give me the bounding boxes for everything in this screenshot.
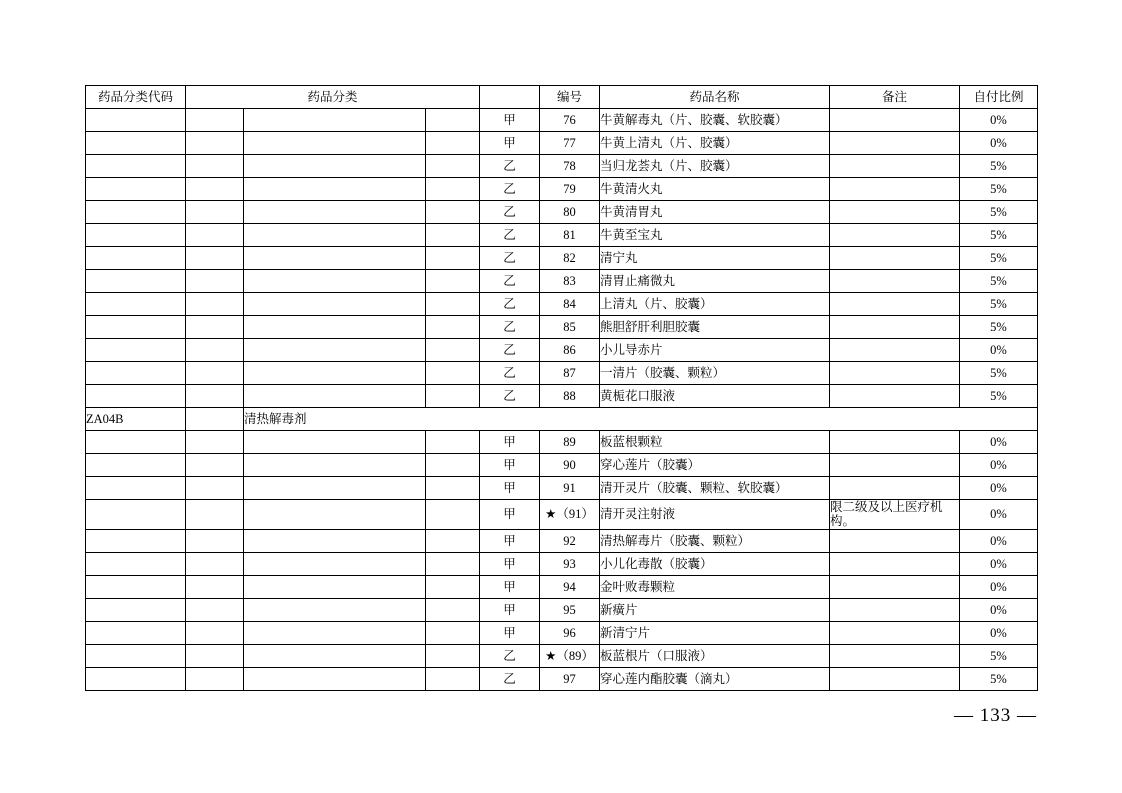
cell-subcol-2: [426, 575, 480, 598]
cell-drug-name: 上清丸（片、胶囊）: [600, 293, 830, 316]
cell-self-pay-ratio: 0%: [960, 500, 1038, 530]
cell-number: 86: [540, 339, 600, 362]
cell-remark: [830, 316, 960, 339]
cell-class-code: [86, 293, 186, 316]
table-row: [86, 431, 1038, 454]
table-row: [86, 644, 1038, 667]
cell-self-pay-ratio: 0%: [960, 431, 1038, 454]
cell-level: 乙: [480, 155, 540, 178]
cell-classification: [244, 178, 426, 201]
header-cell-classification: 药品分类: [186, 86, 480, 109]
cell-level: 乙: [480, 224, 540, 247]
cell-level: 甲: [480, 454, 540, 477]
cell-drug-name: 新清宁片: [600, 621, 830, 644]
cell-self-pay-ratio: 0%: [960, 529, 1038, 552]
cell-subcol-1: [186, 385, 244, 408]
cell-class-code: [86, 644, 186, 667]
cell-remark: [830, 621, 960, 644]
cell-class-code: [86, 224, 186, 247]
cell-subcol-1: [186, 621, 244, 644]
cell-self-pay-ratio: 5%: [960, 644, 1038, 667]
cell-remark: [830, 155, 960, 178]
cell-subcol-2: [426, 178, 480, 201]
cell-number: 87: [540, 362, 600, 385]
table-row: [86, 598, 1038, 621]
table-row: [86, 477, 1038, 500]
cell-remark: [830, 598, 960, 621]
cell-subcol-1: [186, 431, 244, 454]
cell-classification: [244, 316, 426, 339]
cell-self-pay-ratio: 0%: [960, 598, 1038, 621]
cell-number: 95: [540, 598, 600, 621]
cell-self-pay-ratio: 5%: [960, 316, 1038, 339]
cell-self-pay-ratio: 5%: [960, 155, 1038, 178]
cell-subcol-1: [186, 109, 244, 132]
cell-self-pay-ratio: 0%: [960, 575, 1038, 598]
cell-subcol-2: [426, 431, 480, 454]
cell-number: 83: [540, 270, 600, 293]
cell-subcol-2: [426, 293, 480, 316]
cell-classification: [244, 477, 426, 500]
cell-remark: [830, 575, 960, 598]
cell-self-pay-ratio: 5%: [960, 293, 1038, 316]
cell-classification: [244, 500, 426, 530]
cell-number: 93: [540, 552, 600, 575]
cell-subcol-2: [426, 529, 480, 552]
cell-class-code: [86, 500, 186, 530]
cell-remark: 限二级及以上医疗机构。: [830, 500, 960, 530]
table-row: [86, 454, 1038, 477]
cell-class-code: [86, 385, 186, 408]
cell-level: 甲: [480, 500, 540, 530]
cell-class-code: [86, 477, 186, 500]
table-row: [86, 270, 1038, 293]
cell-subcol-1: [186, 362, 244, 385]
cell-drug-name: 清胃止痛微丸: [600, 270, 830, 293]
cell-level: 乙: [480, 293, 540, 316]
drug-catalog-table: [85, 85, 1038, 691]
cell-subcol-1: [186, 224, 244, 247]
cell-classification: [244, 362, 426, 385]
cell-class-code: [86, 667, 186, 690]
cell-number: 85: [540, 316, 600, 339]
cell-level: 乙: [480, 178, 540, 201]
cell-subcol-2: [426, 454, 480, 477]
table-row: [86, 178, 1038, 201]
cell-subcol-2: [426, 500, 480, 530]
cell-classification: [244, 132, 426, 155]
cell-class-code: [86, 454, 186, 477]
cell-subcol-1: [186, 247, 244, 270]
cell-remark: [830, 132, 960, 155]
cell-subcol-2: [426, 339, 480, 362]
cell-level: 甲: [480, 529, 540, 552]
table-row: [86, 155, 1038, 178]
cell-classification: [244, 385, 426, 408]
cell-subcol-2: [426, 109, 480, 132]
cell-drug-name: 熊胆舒肝利胆胶囊: [600, 316, 830, 339]
cell-class-code: [86, 270, 186, 293]
cell-remark: [830, 454, 960, 477]
cell-number: 89: [540, 431, 600, 454]
cell-classification: [244, 667, 426, 690]
cell-remark: [830, 552, 960, 575]
cell-number: 81: [540, 224, 600, 247]
cell-number: 78: [540, 155, 600, 178]
cell-classification: [244, 552, 426, 575]
cell-number: 82: [540, 247, 600, 270]
cell-drug-name: 一清片（胶囊、颗粒）: [600, 362, 830, 385]
cell-class-code: [86, 339, 186, 362]
cell-subcol-1: [186, 598, 244, 621]
cell-classification: [244, 155, 426, 178]
cell-drug-name: 新癀片: [600, 598, 830, 621]
table-row: [86, 552, 1038, 575]
cell-number: 90: [540, 454, 600, 477]
cell-drug-name: 清开灵注射液: [600, 500, 830, 530]
cell-classification: [244, 109, 426, 132]
cell-remark: [830, 178, 960, 201]
cell-number: ★（91）: [540, 500, 600, 530]
cell-level: 乙: [480, 385, 540, 408]
cell-subcol-2: [426, 155, 480, 178]
header-row: [86, 86, 1038, 109]
cell-class-code: [86, 621, 186, 644]
cell-drug-name: 板蓝根颗粒: [600, 431, 830, 454]
cell-subcol-1: [186, 155, 244, 178]
table-row: [86, 385, 1038, 408]
cell-level: 乙: [480, 339, 540, 362]
cell-remark: [830, 293, 960, 316]
cell-number: 76: [540, 109, 600, 132]
cell-number: 94: [540, 575, 600, 598]
table-row: [86, 362, 1038, 385]
table-header: [86, 86, 1038, 109]
cell-classification: [244, 529, 426, 552]
cell-drug-name: 牛黄清火丸: [600, 178, 830, 201]
table-row: [86, 109, 1038, 132]
cell-subcol-1: [186, 293, 244, 316]
cell-subcol-2: [426, 270, 480, 293]
cell-remark: [830, 644, 960, 667]
table-row: [86, 132, 1038, 155]
cell-remark: [830, 362, 960, 385]
cell-remark: [830, 201, 960, 224]
table-row: [86, 224, 1038, 247]
cell-level: 甲: [480, 552, 540, 575]
cell-classification: [244, 201, 426, 224]
cell-self-pay-ratio: 5%: [960, 385, 1038, 408]
cell-subcol-1: [186, 477, 244, 500]
cell-self-pay-ratio: 5%: [960, 270, 1038, 293]
cell-remark: [830, 247, 960, 270]
cell-level: 甲: [480, 477, 540, 500]
cell-remark: [830, 477, 960, 500]
cell-subcol-2: [426, 552, 480, 575]
cell-level: 甲: [480, 132, 540, 155]
cell-class-code: [86, 247, 186, 270]
cell-classification: [244, 454, 426, 477]
cell-level: 甲: [480, 431, 540, 454]
cell-remark: [830, 109, 960, 132]
cell-class-code: [86, 362, 186, 385]
cell-subcol-1: [186, 316, 244, 339]
cell-drug-name: 小儿导赤片: [600, 339, 830, 362]
cell-classification: [244, 621, 426, 644]
cell-number: 80: [540, 201, 600, 224]
cell-self-pay-ratio: 5%: [960, 201, 1038, 224]
cell-subcol-1: [186, 667, 244, 690]
table-row: [86, 500, 1038, 530]
cell-class-code: [86, 178, 186, 201]
table-row: [86, 316, 1038, 339]
table-row: [86, 293, 1038, 316]
cell-class-code: [86, 598, 186, 621]
table-body: [86, 109, 1038, 691]
cell-self-pay-ratio: 5%: [960, 178, 1038, 201]
cell-drug-name: 清热解毒片（胶囊、颗粒）: [600, 529, 830, 552]
cell-class-code: [86, 155, 186, 178]
cell-classification: [244, 575, 426, 598]
cell-number: 77: [540, 132, 600, 155]
table-row: [86, 621, 1038, 644]
page-number: — 133 —: [954, 705, 1037, 726]
cell-subcol-1: [186, 644, 244, 667]
cell-drug-name: 穿心莲片（胶囊）: [600, 454, 830, 477]
cell-remark: [830, 224, 960, 247]
cell-subcol-1: [186, 270, 244, 293]
cell-drug-name: 牛黄至宝丸: [600, 224, 830, 247]
cell-level: 乙: [480, 644, 540, 667]
cell-subcol-2: [426, 316, 480, 339]
cell-classification: [244, 431, 426, 454]
cell-drug-name: 牛黄清胃丸: [600, 201, 830, 224]
cell-classification: [244, 247, 426, 270]
cell-class-code: [86, 529, 186, 552]
table-row: [86, 201, 1038, 224]
cell-level: 乙: [480, 201, 540, 224]
cell-self-pay-ratio: 5%: [960, 362, 1038, 385]
cell-self-pay-ratio: 5%: [960, 667, 1038, 690]
cell-drug-name: 穿心莲内酯胶囊（滴丸）: [600, 667, 830, 690]
cell-subcol-1: [186, 201, 244, 224]
cell-class-code: [86, 316, 186, 339]
cell-subcol-2: [426, 644, 480, 667]
table-row: [86, 529, 1038, 552]
cell-level: 乙: [480, 667, 540, 690]
cell-subcol-2: [426, 201, 480, 224]
cell-drug-name: 金叶败毒颗粒: [600, 575, 830, 598]
header-cell-code: 药品分类代码: [86, 86, 186, 109]
cell-number: 91: [540, 477, 600, 500]
cell-drug-name: 牛黄解毒丸（片、胶囊、软胶囊）: [600, 109, 830, 132]
cell-classification: [244, 598, 426, 621]
cell-number: 84: [540, 293, 600, 316]
cell-subcol-1: [186, 408, 244, 431]
cell-remark: [830, 529, 960, 552]
cell-self-pay-ratio: 5%: [960, 224, 1038, 247]
cell-number: ★（89）: [540, 644, 600, 667]
cell-subcol-2: [426, 477, 480, 500]
cell-remark: [830, 667, 960, 690]
cell-class-code: [86, 431, 186, 454]
cell-class-code: [86, 575, 186, 598]
cell-class-code: [86, 201, 186, 224]
cell-drug-name: 当归龙荟丸（片、胶囊）: [600, 155, 830, 178]
cell-drug-name: 牛黄上清丸（片、胶囊）: [600, 132, 830, 155]
cell-remark: [830, 270, 960, 293]
cell-subcol-1: [186, 552, 244, 575]
cell-subcol-2: [426, 132, 480, 155]
cell-level: 甲: [480, 575, 540, 598]
cell-subcol-2: [426, 247, 480, 270]
header-cell-level: [480, 86, 540, 109]
cell-number: 97: [540, 667, 600, 690]
header-cell-name: 药品名称: [600, 86, 830, 109]
cell-level: 乙: [480, 316, 540, 339]
cell-remark: [830, 385, 960, 408]
cell-subcol-1: [186, 339, 244, 362]
cell-class-code: [86, 109, 186, 132]
cell-level: 乙: [480, 247, 540, 270]
cell-subcol-2: [426, 385, 480, 408]
cell-subcol-1: [186, 529, 244, 552]
cell-drug-name: 清开灵片（胶囊、颗粒、软胶囊）: [600, 477, 830, 500]
cell-level: 乙: [480, 362, 540, 385]
cell-self-pay-ratio: 0%: [960, 477, 1038, 500]
cell-class-code: ZA04B: [86, 408, 186, 431]
cell-remark: [830, 431, 960, 454]
cell-number: 79: [540, 178, 600, 201]
cell-drug-name: 板蓝根片（口服液）: [600, 644, 830, 667]
cell-drug-name: 清宁丸: [600, 247, 830, 270]
cell-subcol-2: [426, 621, 480, 644]
cell-classification-name: 清热解毒剂: [244, 408, 1038, 431]
cell-subcol-2: [426, 667, 480, 690]
cell-drug-name: 黄栀花口服液: [600, 385, 830, 408]
header-cell-remark: 备注: [830, 86, 960, 109]
cell-subcol-2: [426, 224, 480, 247]
cell-level: 甲: [480, 621, 540, 644]
cell-drug-name: 小儿化毒散（胶囊）: [600, 552, 830, 575]
cell-classification: [244, 270, 426, 293]
cell-classification: [244, 644, 426, 667]
cell-class-code: [86, 552, 186, 575]
cell-subcol-1: [186, 178, 244, 201]
table-row: [86, 247, 1038, 270]
cell-remark: [830, 339, 960, 362]
cell-self-pay-ratio: 0%: [960, 109, 1038, 132]
cell-self-pay-ratio: 0%: [960, 552, 1038, 575]
cell-self-pay-ratio: 0%: [960, 339, 1038, 362]
table-row: [86, 339, 1038, 362]
drug-catalog-table-wrapper: [85, 85, 1037, 691]
table-row: [86, 408, 1038, 431]
cell-class-code: [86, 132, 186, 155]
cell-self-pay-ratio: 0%: [960, 132, 1038, 155]
cell-self-pay-ratio: 0%: [960, 454, 1038, 477]
cell-subcol-2: [426, 362, 480, 385]
cell-subcol-1: [186, 132, 244, 155]
cell-subcol-1: [186, 575, 244, 598]
cell-self-pay-ratio: 0%: [960, 621, 1038, 644]
cell-classification: [244, 224, 426, 247]
cell-number: 92: [540, 529, 600, 552]
cell-subcol-1: [186, 500, 244, 530]
table-row: [86, 667, 1038, 690]
cell-subcol-1: [186, 454, 244, 477]
cell-classification: [244, 339, 426, 362]
table-row: [86, 575, 1038, 598]
cell-level: 甲: [480, 598, 540, 621]
header-cell-ratio: 自付比例: [960, 86, 1038, 109]
cell-number: 88: [540, 385, 600, 408]
cell-level: 乙: [480, 270, 540, 293]
cell-self-pay-ratio: 5%: [960, 247, 1038, 270]
cell-level: 甲: [480, 109, 540, 132]
header-cell-no: 编号: [540, 86, 600, 109]
cell-classification: [244, 293, 426, 316]
cell-number: 96: [540, 621, 600, 644]
cell-subcol-2: [426, 598, 480, 621]
